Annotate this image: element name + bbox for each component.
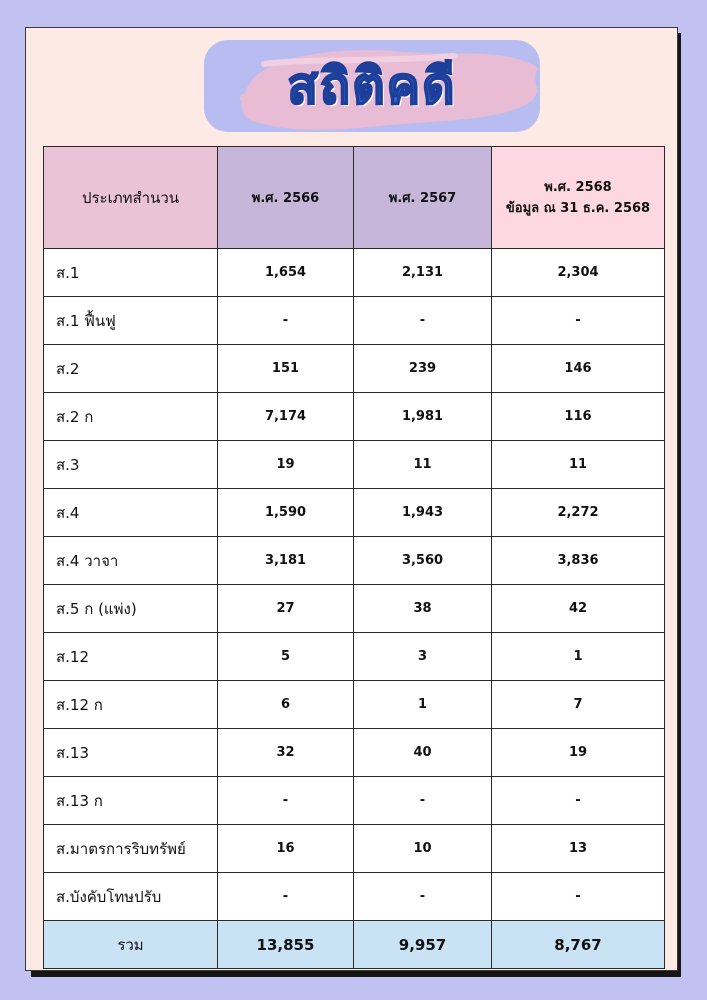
cell-2567: 40	[354, 729, 492, 777]
cell-2568: 42	[492, 585, 665, 633]
cell-2566: 16	[218, 825, 354, 873]
cell-2567: 11	[354, 441, 492, 489]
cell-2567: -	[354, 873, 492, 921]
cell-2568: 2,272	[492, 489, 665, 537]
page-title: สถิติคดี	[287, 56, 457, 115]
total-2566: 13,855	[218, 921, 354, 969]
cell-2566: -	[218, 873, 354, 921]
cell-2568: -	[492, 873, 665, 921]
cell-2568: -	[492, 297, 665, 345]
header-year-2568-label: พ.ศ. 2568	[544, 179, 612, 195]
table-row	[44, 681, 665, 729]
row-label: ส.12 ก	[44, 681, 218, 729]
cell-2568: 13	[492, 825, 665, 873]
table-row	[44, 489, 665, 537]
cell-2568: -	[492, 777, 665, 825]
cell-2567: -	[354, 777, 492, 825]
row-label: ส.บังคับโทษปรับ	[44, 873, 218, 921]
statistics-table	[43, 146, 665, 969]
table-row	[44, 537, 665, 585]
total-2568: 8,767	[492, 921, 665, 969]
cell-2567: -	[354, 297, 492, 345]
title-banner	[204, 40, 542, 132]
cell-2567: 239	[354, 345, 492, 393]
header-year-2566: พ.ศ. 2566	[218, 147, 354, 249]
row-label: ส.2	[44, 345, 218, 393]
total-2567: 9,957	[354, 921, 492, 969]
table-row	[44, 297, 665, 345]
header-case-type: ประเภทสำนวน	[44, 147, 218, 249]
cell-2567: 3,560	[354, 537, 492, 585]
cell-2566: -	[218, 297, 354, 345]
table-row	[44, 873, 665, 921]
cell-2568: 7	[492, 681, 665, 729]
cell-2567: 2,131	[354, 249, 492, 297]
cell-2567: 3	[354, 633, 492, 681]
cell-2568: 1	[492, 633, 665, 681]
cell-2566: 7,174	[218, 393, 354, 441]
cell-2568: 11	[492, 441, 665, 489]
header-year-2568	[492, 147, 665, 249]
total-label: รวม	[44, 921, 218, 969]
table-row	[44, 249, 665, 297]
row-label: ส.13	[44, 729, 218, 777]
row-label: ส.1	[44, 249, 218, 297]
table-row	[44, 393, 665, 441]
cell-2566: 5	[218, 633, 354, 681]
table-row	[44, 633, 665, 681]
table-row	[44, 777, 665, 825]
header-year-2568-note: ข้อมูล ณ 31 ธ.ค. 2568	[505, 200, 651, 216]
cell-2566: 6	[218, 681, 354, 729]
row-label: ส.5 ก (แพ่ง)	[44, 585, 218, 633]
cell-2568: 2,304	[492, 249, 665, 297]
cell-2568: 146	[492, 345, 665, 393]
cell-2566: 1,654	[218, 249, 354, 297]
cell-2567: 1,943	[354, 489, 492, 537]
cell-2566: 1,590	[218, 489, 354, 537]
total-row	[44, 921, 665, 969]
cell-2567: 1	[354, 681, 492, 729]
cell-2566: 19	[218, 441, 354, 489]
row-label: ส.4 วาจา	[44, 537, 218, 585]
cell-2566: 151	[218, 345, 354, 393]
table-row	[44, 825, 665, 873]
row-label: ส.12	[44, 633, 218, 681]
row-label: ส.3	[44, 441, 218, 489]
table-header-row	[44, 147, 665, 249]
cell-2567: 1,981	[354, 393, 492, 441]
cell-2566: 32	[218, 729, 354, 777]
cell-2568: 19	[492, 729, 665, 777]
cell-2566: 3,181	[218, 537, 354, 585]
table-row	[44, 729, 665, 777]
row-label: ส.1 ฟื้นฟู	[44, 297, 218, 345]
header-year-2567: พ.ศ. 2567	[354, 147, 492, 249]
table-row	[44, 585, 665, 633]
row-label: ส.4	[44, 489, 218, 537]
row-label: ส.2 ก	[44, 393, 218, 441]
cell-2567: 10	[354, 825, 492, 873]
cell-2568: 3,836	[492, 537, 665, 585]
table-row	[44, 345, 665, 393]
cell-2566: 27	[218, 585, 354, 633]
cell-2568: 116	[492, 393, 665, 441]
row-label: ส.มาตรการริบทรัพย์	[44, 825, 218, 873]
table-row	[44, 441, 665, 489]
cell-2567: 38	[354, 585, 492, 633]
cell-2566: -	[218, 777, 354, 825]
row-label: ส.13 ก	[44, 777, 218, 825]
